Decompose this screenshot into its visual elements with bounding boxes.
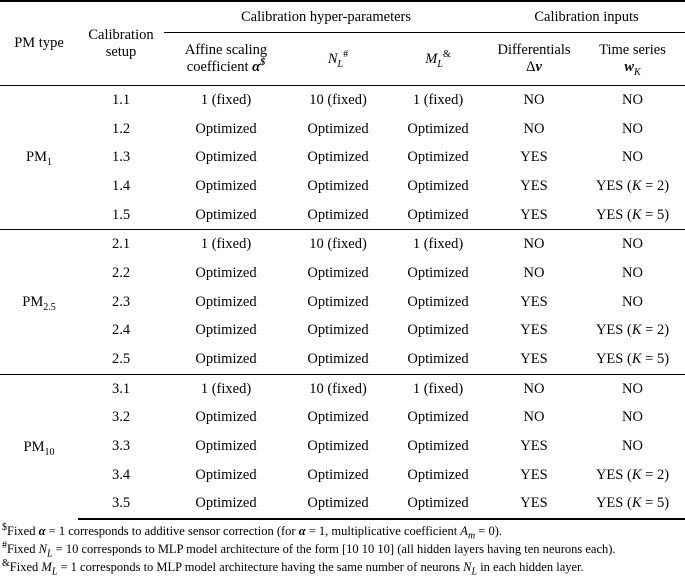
table-row <box>0 143 685 172</box>
pm-type-subscript: 2.5 <box>43 301 56 313</box>
k-label: K <box>631 206 642 223</box>
alpha-cell: Optimized <box>195 322 257 339</box>
time-series-value: NO <box>622 264 643 281</box>
differentials-cell: YES <box>520 322 548 339</box>
setup-cell: 1.1 <box>78 86 164 115</box>
time-series-value: NO <box>622 409 643 426</box>
footnote-alpha-am: A <box>460 524 468 539</box>
header-affine-line2: coefficient <box>186 59 249 75</box>
time-series-value: NO <box>622 236 643 253</box>
ml-cell: Optimized <box>407 293 469 310</box>
footnote-alpha-sym: α <box>38 524 46 539</box>
header-diff-line1: Differentials <box>497 42 571 58</box>
header-calibration-setup <box>78 1 164 86</box>
header-affine-symbol: α <box>252 59 261 75</box>
ml-cell: Optimized <box>407 177 469 194</box>
header-differentials <box>488 33 580 86</box>
footnote-alpha-mark: $ <box>2 522 7 534</box>
k-value: 5 <box>656 351 665 368</box>
alpha-cell: Optimized <box>195 438 257 455</box>
ml-cell: Optimized <box>407 120 469 137</box>
footnote-ml-sym: M <box>41 560 52 575</box>
pm-type-subscript: 1 <box>46 157 52 169</box>
footnote-ml-sub: L <box>51 566 58 578</box>
ml-cell: Optimized <box>407 149 469 166</box>
pm-type-cell <box>0 86 78 230</box>
table-row <box>0 288 685 317</box>
time-series-value: NO <box>622 149 643 166</box>
pm-type-cell <box>0 230 78 374</box>
differentials-cell: YES <box>520 149 548 166</box>
nl-cell: Optimized <box>307 438 369 455</box>
alpha-cell: Optimized <box>195 409 257 426</box>
header-diff-symbol: Δ <box>526 59 536 75</box>
time-series-cell: YES (K = 5) <box>595 206 670 223</box>
differentials-cell: NO <box>523 264 545 281</box>
ml-cell: Optimized <box>407 351 469 368</box>
header-row-1 <box>0 1 685 33</box>
alpha-cell: Optimized <box>164 490 288 520</box>
time-series-cell <box>580 259 685 288</box>
k-label: K <box>631 322 642 339</box>
time-series-value: YES <box>595 177 624 194</box>
table-row <box>0 374 685 403</box>
footnote-alpha-b: = 1 corresponds to additive sensor correction (for <box>45 524 299 539</box>
pm-type-subscript: 10 <box>44 446 55 458</box>
k-value: 2 <box>656 177 665 194</box>
table-row <box>0 345 685 374</box>
k-label: K <box>631 466 642 483</box>
table-row <box>0 404 685 433</box>
nl-cell: 10 (fixed) <box>288 86 388 115</box>
table-row <box>0 230 685 259</box>
footnotes <box>0 522 685 576</box>
setup-cell: 1.2 <box>111 120 131 137</box>
alpha-cell: Optimized <box>195 120 257 137</box>
table-row <box>0 432 685 461</box>
differentials-cell: NO <box>488 230 580 259</box>
k-value: 5 <box>656 206 665 223</box>
nl-cell: 10 (fixed) <box>288 230 388 259</box>
ml-cell: Optimized <box>407 466 469 483</box>
nl-cell: Optimized <box>307 409 369 426</box>
nl-cell: Optimized <box>307 351 369 368</box>
differentials-cell: YES <box>520 438 548 455</box>
pm-type-label: PM <box>26 149 47 166</box>
time-series-value: NO <box>622 380 643 397</box>
differentials-cell: NO <box>523 120 545 137</box>
time-series-value: YES <box>595 206 624 223</box>
header-nl-symbol: N <box>327 50 338 67</box>
nl-cell: Optimized <box>307 149 369 166</box>
setup-cell: 2.2 <box>111 264 131 281</box>
ml-cell: Optimized <box>388 490 488 520</box>
time-series-cell: YES (K = 5) <box>580 490 685 520</box>
nl-cell: Optimized <box>307 293 369 310</box>
setup-cell: 2.1 <box>78 230 164 259</box>
header-ts-sub: K <box>634 66 641 78</box>
ml-cell: 1 (fixed) <box>388 230 488 259</box>
time-series-value: NO <box>622 438 643 455</box>
time-series-cell <box>580 288 685 317</box>
time-series-value: NO <box>622 293 643 310</box>
time-series-cell: YES (K = 5) <box>595 351 670 368</box>
time-series-cell <box>580 86 685 115</box>
time-series-value: YES <box>595 466 624 483</box>
time-series-cell <box>580 432 685 461</box>
nl-cell: Optimized <box>307 322 369 339</box>
ml-cell: 1 (fixed) <box>388 374 488 403</box>
alpha-cell: Optimized <box>195 466 257 483</box>
time-series-cell: YES (K = 2) <box>595 177 670 194</box>
ml-cell: Optimized <box>407 206 469 223</box>
differentials-cell: YES <box>520 177 548 194</box>
alpha-cell: Optimized <box>195 177 257 194</box>
header-calibration-setup-line1: Calibration <box>88 26 154 43</box>
header-hyper-parameters: Calibration hyper-parameters <box>164 1 488 33</box>
header-nl-mark: # <box>343 48 349 60</box>
footnote-nl-a: Fixed <box>7 542 39 557</box>
setup-cell: 1.3 <box>111 149 131 166</box>
table-row <box>0 201 685 230</box>
table-row <box>0 172 685 201</box>
alpha-cell: 1 (fixed) <box>164 230 288 259</box>
setup-cell: 3.1 <box>78 374 164 403</box>
footnote-nl-sym: N <box>38 542 47 557</box>
setup-cell: 3.2 <box>111 409 131 426</box>
setup-cell: 1.4 <box>111 177 131 194</box>
pm-type-label: PM <box>23 438 45 455</box>
footnote-alpha-am-sub: m <box>467 530 476 542</box>
footnote-ml-b: = 1 corresponds to MLP model architecture having the same number of neurons <box>57 560 464 575</box>
footnote-ml-sub2: L <box>471 566 478 578</box>
pm-type-label: PM <box>22 293 44 310</box>
footnote-nl-b: = 10 corresponds to MLP model architecture of the form [10 10 10] (all hidden layers having ten neurons each). <box>52 542 616 557</box>
nl-cell: Optimized <box>307 120 369 137</box>
alpha-cell: Optimized <box>195 206 257 223</box>
header-ts-var: w <box>624 59 634 75</box>
footnote-ml-a: Fixed <box>9 560 42 575</box>
time-series-cell <box>580 374 685 403</box>
alpha-cell: Optimized <box>195 293 257 310</box>
table-row <box>0 317 685 346</box>
k-label: K <box>631 351 642 368</box>
table-row <box>0 115 685 144</box>
footnote-ml <box>2 558 685 576</box>
differentials-cell: YES <box>520 466 548 483</box>
header-pm-type: PM type <box>0 1 78 86</box>
differentials-cell: YES <box>520 206 548 223</box>
k-value: 2 <box>656 322 665 339</box>
differentials-cell: YES <box>520 293 548 310</box>
table-row <box>0 86 685 115</box>
ml-cell: Optimized <box>407 264 469 281</box>
k-label: K <box>631 177 642 194</box>
setup-cell: 2.5 <box>111 351 131 368</box>
differentials-cell: NO <box>488 374 580 403</box>
ml-cell: Optimized <box>407 409 469 426</box>
alpha-cell: 1 (fixed) <box>164 86 288 115</box>
footnote-alpha-d: = 0). <box>475 524 503 539</box>
header-nl-sub: L <box>337 58 344 70</box>
pm-type-cell <box>0 374 78 519</box>
time-series-cell <box>580 230 685 259</box>
ml-cell: Optimized <box>407 438 469 455</box>
header-calibration-setup-line2: setup <box>105 43 137 60</box>
time-series-value: YES <box>595 351 624 368</box>
differentials-cell: NO <box>488 86 580 115</box>
ml-cell: 1 (fixed) <box>388 86 488 115</box>
alpha-cell: 1 (fixed) <box>164 374 288 403</box>
footnote-ml-mark: & <box>2 558 10 570</box>
table-row <box>0 259 685 288</box>
nl-cell: Optimized <box>307 466 369 483</box>
time-series-value: NO <box>622 120 643 137</box>
table-row <box>0 461 685 490</box>
footnote-alpha <box>2 522 685 540</box>
nl-cell: Optimized <box>307 264 369 281</box>
setup-cell: 1.5 <box>111 206 131 223</box>
differentials-cell: NO <box>523 409 545 426</box>
footnote-nl-mark: # <box>2 540 7 552</box>
time-series-cell: YES (K = 2) <box>595 466 670 483</box>
ml-cell: Optimized <box>407 322 469 339</box>
time-series-cell <box>580 404 685 433</box>
header-affine-mark: $ <box>260 57 266 69</box>
header-affine <box>164 33 288 86</box>
nl-cell: 10 (fixed) <box>288 374 388 403</box>
alpha-cell: Optimized <box>195 351 257 368</box>
header-ml-sub: L <box>437 58 443 70</box>
header-nl <box>288 33 388 86</box>
setup-cell: 2.3 <box>111 293 131 310</box>
nl-cell: Optimized <box>307 177 369 194</box>
footnote-ml-sym2: N <box>463 560 472 575</box>
header-affine-line1: Affine scaling <box>184 42 268 58</box>
table-row <box>0 490 685 520</box>
setup-cell: 2.4 <box>111 322 131 339</box>
header-ml-mark: & <box>442 48 451 60</box>
time-series-cell: YES (K = 2) <box>595 322 670 339</box>
time-series-value: YES <box>595 322 624 339</box>
nl-cell: Optimized <box>307 206 369 223</box>
footnote-nl-sub: L <box>46 548 53 560</box>
footnote-nl <box>2 540 685 558</box>
nl-cell: Optimized <box>288 490 388 520</box>
time-series-cell <box>580 115 685 144</box>
time-series-cell <box>580 143 685 172</box>
k-value: 2 <box>656 466 665 483</box>
footnote-ml-c: in each hidden layer. <box>477 560 584 575</box>
setup-cell: 3.3 <box>111 438 131 455</box>
header-calibration-inputs: Calibration inputs <box>488 1 685 33</box>
footnote-alpha-sym2: α <box>298 524 306 539</box>
setup-cell: 3.5 <box>78 490 164 520</box>
time-series-value: YES <box>595 495 624 512</box>
footnote-alpha-a: Fixed <box>7 524 39 539</box>
header-ml-symbol: M <box>425 50 438 67</box>
header-ts-line1: Time series <box>599 42 666 58</box>
setup-cell: 3.4 <box>111 466 131 483</box>
header-diff-var: v <box>535 59 542 75</box>
differentials-cell: YES <box>488 490 580 520</box>
header-ml <box>388 33 488 86</box>
table-body <box>0 86 685 520</box>
alpha-cell: Optimized <box>195 149 257 166</box>
k-label: K <box>631 495 642 512</box>
differentials-cell: YES <box>520 351 548 368</box>
header-time-series <box>580 33 685 86</box>
alpha-cell: Optimized <box>195 264 257 281</box>
footnote-alpha-c: = 1, multiplicative coefficient <box>305 524 461 539</box>
k-value: 5 <box>656 495 665 512</box>
time-series-value: NO <box>622 91 643 108</box>
